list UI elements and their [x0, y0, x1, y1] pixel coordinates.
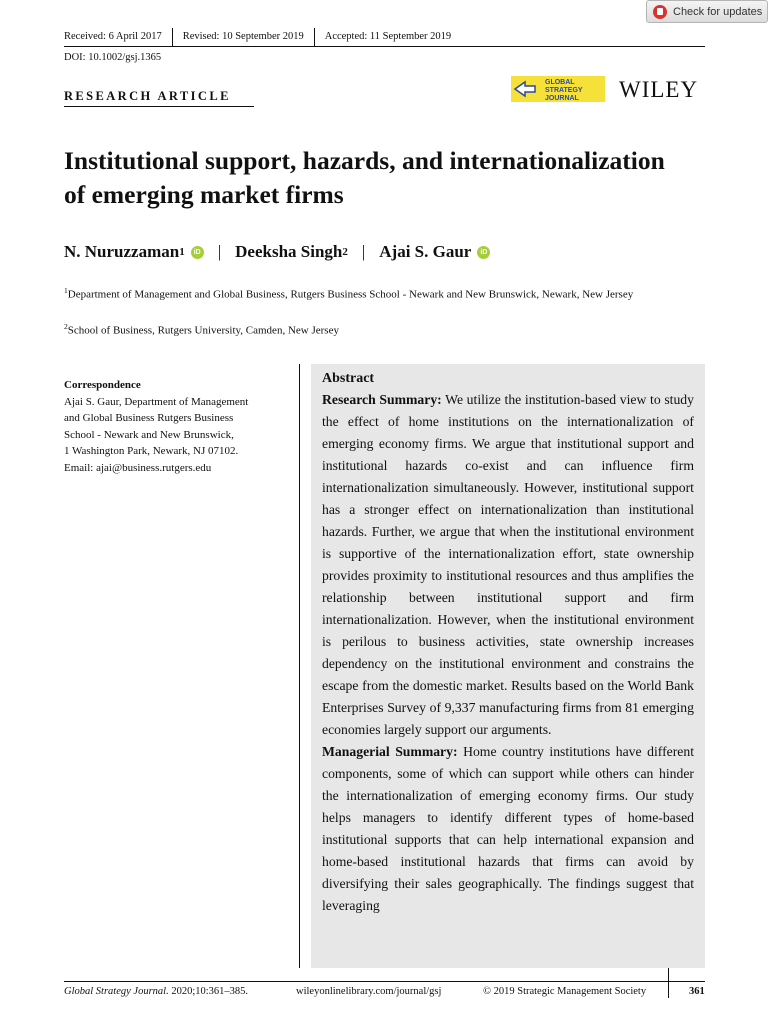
correspondence-line: and Global Business Rutgers Business	[64, 412, 234, 424]
check-for-updates-button[interactable]	[646, 0, 768, 23]
affiliation	[64, 283, 704, 303]
footer-copyright: © 2019 Strategic Management Society	[483, 986, 647, 997]
research-summary-text: We utilize the institution-based view to study the effect of home institutions on the internationalization of emerging economy firms. We argue that institutional support and institutional hazards co-exist and can influence firm internationalization simultaneously. However, institutional support has a stronger effect on internationalization than institutional hazards. Further, we argue that when the institutional environment is supportive of the internationalization effort, state ownership provides proximity to institutional resources and thus amplifies the relationship between institutional support and firm internationalization. However, when the institutional environment is perilous to business activities, state ownership increases dependency on the institutional environment and constrains the escape from the domestic market. Results based on the World Bank Enterprises Survey of 9,337 manufacturing firms from 81 emerging economies largely support our arguments.	[322, 392, 694, 737]
research-summary	[322, 389, 694, 741]
check-for-updates-label: Check for updates	[673, 5, 763, 18]
footer-volume: 2020;10:361–385.	[171, 986, 249, 997]
accepted-date: Accepted: 11 September 2019	[324, 31, 452, 42]
footer-citation	[64, 986, 248, 997]
managerial-summary-text: Home country institutions have different components, some of which can support while others can hinder the internationalization of emerging economy firms. Our study helps managers to identify different types of home-based institutional supports that can help international expansion and home-based institutional hazards that firms can avoid by diversifying their sales geographically. The findings suggest that leveraging	[322, 744, 694, 913]
affiliation-text: School of Business, Rutgers University, Camden, New Jersey	[67, 324, 339, 337]
managerial-summary	[322, 741, 694, 917]
article-history	[64, 28, 461, 46]
footer-rule	[64, 981, 705, 982]
logo-line2: STRATEGY	[545, 87, 583, 94]
journal-logo	[511, 76, 605, 102]
affiliation-mark: 2	[64, 322, 68, 331]
revised-date: Revised: 10 September 2019	[173, 28, 315, 46]
research-summary-label: Research Summary:	[322, 392, 442, 407]
affiliation-text: Department of Management and Global Business, Rutgers Business School - Newark and New Brunswick, Newark, New Jersey	[67, 288, 634, 301]
author-list	[64, 242, 490, 262]
author-name[interactable]: Ajai S. Gaur	[379, 242, 472, 261]
author-affiliation-mark: 1	[179, 246, 185, 258]
article-type: RESEARCH ARTICLE	[64, 89, 231, 103]
managerial-summary-label: Managerial Summary:	[322, 744, 458, 759]
column-divider	[299, 364, 300, 968]
affiliation-mark: 1	[64, 286, 68, 295]
footer-divider	[668, 968, 669, 998]
orcid-icon[interactable]: iD	[477, 246, 490, 259]
received-date: Received: 6 April 2017	[64, 28, 173, 46]
article-title: Institutional support, hazards, and internationalization of emerging market firms	[64, 146, 665, 209]
correspondence-line: 1 Washington Park, Newark, NJ 07102.	[64, 445, 239, 457]
abstract	[322, 369, 694, 917]
footer-journal: Global Strategy Journal.	[64, 986, 169, 997]
correspondence-line: Ajai S. Gaur, Department of Management	[64, 395, 249, 408]
author-separator: |	[361, 242, 366, 261]
publisher-logo: WILEY	[619, 77, 699, 102]
correspondence-email[interactable]: Email: ajai@business.rutgers.edu	[64, 461, 212, 474]
author-affiliation-mark: 2	[342, 246, 348, 258]
author-separator: |	[217, 242, 222, 261]
journal-logo-graphic	[511, 76, 605, 102]
page-number: 361	[689, 986, 705, 997]
footer-url[interactable]: wileyonlinelibrary.com/journal/gsj	[296, 986, 442, 997]
correspondence-heading: Correspondence	[64, 379, 141, 391]
bookmark-icon	[653, 5, 667, 19]
correspondence	[64, 377, 286, 476]
affiliation	[64, 319, 704, 339]
orcid-icon[interactable]: iD	[191, 246, 204, 259]
article-type-rule	[64, 106, 254, 107]
author-name[interactable]: Deeksha Singh	[235, 242, 343, 261]
abstract-heading: Abstract	[322, 371, 375, 386]
author-name[interactable]: N. Nuruzzaman	[64, 242, 180, 261]
logo-line3: JOURNAL	[545, 95, 579, 102]
doi[interactable]: DOI: 10.1002/gsj.1365	[64, 52, 162, 63]
header-rule	[64, 46, 705, 47]
correspondence-line: School - Newark and New Brunswick,	[64, 428, 234, 441]
logo-line1: GLOBAL	[545, 79, 575, 86]
